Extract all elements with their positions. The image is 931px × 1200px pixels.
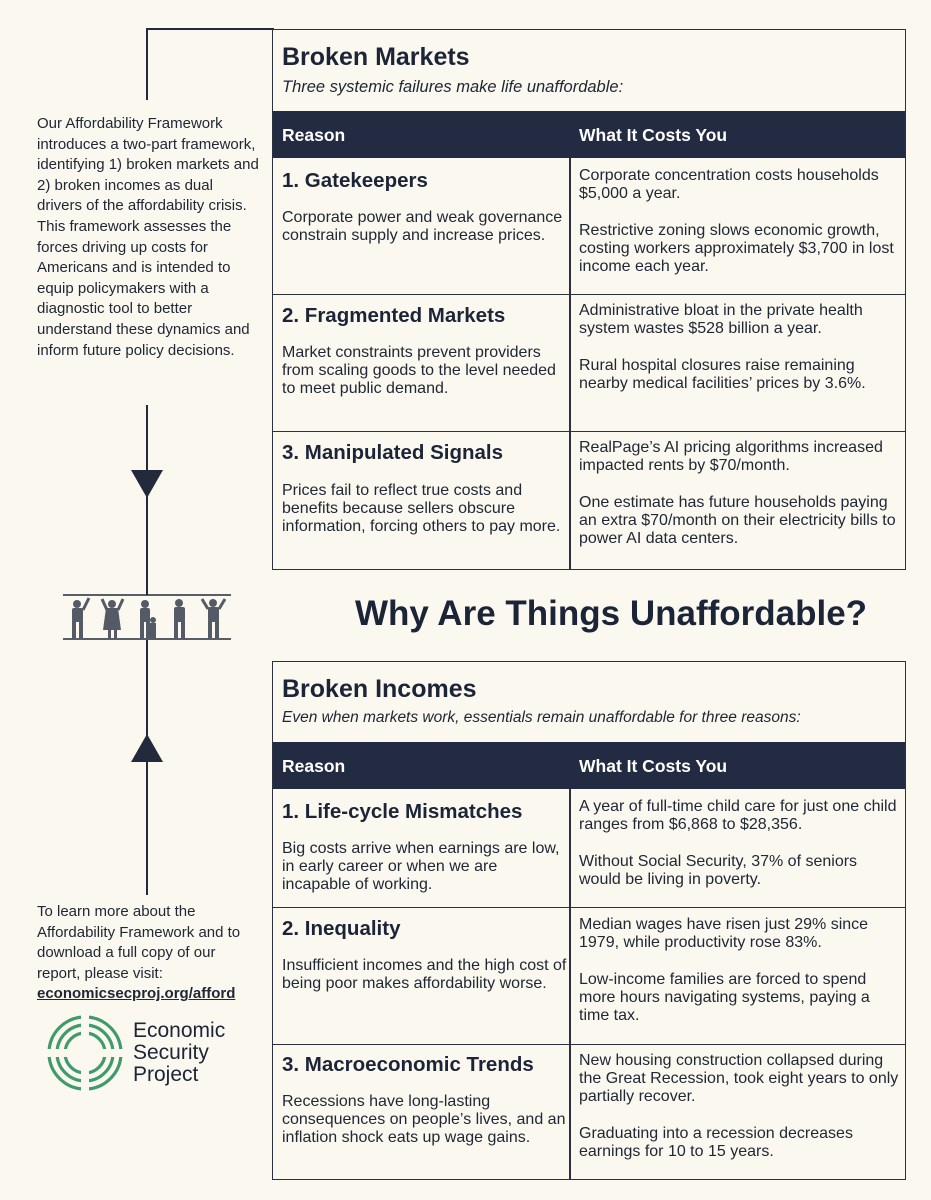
connector-line-lower-vertical [146, 640, 148, 895]
cost-item: Without Social Security, 37% of seniors would be living in poverty. [579, 853, 858, 888]
table-row [273, 431, 905, 570]
people-illustration [63, 590, 233, 642]
down-arrow-icon [131, 470, 163, 498]
cost-item: Administrative bloat in the private health system wastes $528 billion a year. [579, 302, 863, 337]
broken-incomes-subtitle: Even when markets work, essentials remain unaffordable for three reasons: [282, 709, 801, 726]
esp-logo-icon [47, 1015, 123, 1091]
learn-more-text: To learn more about the Affordability Framework and to download a full copy of our report, please visit: [37, 903, 241, 982]
reason-name: 2. Fragmented Markets [282, 304, 506, 327]
cost-item: Median wages have risen just 29% since 1979, while productivity rose 83%. [579, 916, 869, 951]
connector-line-mid-vertical [146, 405, 148, 595]
broken-markets-subtitle: Three systemic failures make life unaffordable: [282, 78, 624, 96]
table-row [273, 294, 905, 432]
logo-line-1: Economic [133, 1019, 226, 1042]
table-row [273, 158, 905, 294]
learn-more-block [37, 902, 259, 1005]
broken-incomes-table-header [273, 742, 905, 789]
table-row [273, 1044, 905, 1180]
reason-description: Big costs arrive when earnings are low, in early career or when we are incapable of working. [282, 840, 560, 893]
cost-item: One estimate has future households paying an extra $70/month on their electricity bills to power AI data centers. [579, 494, 896, 547]
up-arrow-icon [131, 734, 163, 762]
table-row [273, 789, 905, 907]
broken-markets-title: Broken Markets [282, 43, 470, 71]
broken-markets-table-header [273, 111, 905, 158]
connector-line-top-horizontal [147, 28, 274, 30]
intro-text: Our Affordability Framework introduces a two-part framework, identifying 1) broken markets and 2) broken incomes as dual drivers of the affordability crisis. This framework assesses the forces driving up costs for Americans and is intended to equip policymakers with a diagnostic tool to better understand these dynamics and inform future policy decisions. [37, 115, 259, 359]
reason-name: 3. Manipulated Signals [282, 441, 503, 464]
reason-description: Market constraints prevent providers from scaling goods to the level needed to meet public demand. [282, 344, 556, 397]
cost-item: Restrictive zoning slows economic growth, costing workers approximately $3,700 in lost income each year. [579, 222, 894, 275]
report-link[interactable]: economicsecproj.org/afford [37, 985, 236, 1003]
reason-name: 1. Life-cycle Mismatches [282, 800, 523, 823]
logo-line-3: Project [133, 1063, 199, 1086]
broken-incomes-title: Broken Incomes [282, 675, 477, 703]
cost-item: Corporate concentration costs households $5,000 a year. [579, 167, 879, 202]
connector-line-top-vertical [146, 28, 148, 100]
column-header-cost: What It Costs You [579, 125, 728, 145]
broken-markets-panel [272, 29, 906, 570]
cost-item: Low-income families are forced to spend more hours navigating systems, paying a time tax. [579, 971, 870, 1024]
broken-incomes-panel [272, 661, 906, 1180]
cost-item: RealPage’s AI pricing algorithms increased impacted rents by $70/month. [579, 439, 883, 474]
cost-item: Graduating into a recession decreases earnings for 10 to 15 years. [579, 1125, 853, 1160]
reason-description: Prices fail to reflect true costs and benefits because sellers obscure information, forcing others to pay more. [282, 482, 561, 535]
cost-item: A year of full-time child care for just one child ranges from $6,868 to $28,356. [579, 798, 897, 833]
cost-item: New housing construction collapsed during the Great Recession, took eight years to only partially recover. [579, 1052, 899, 1105]
reason-name: 1. Gatekeepers [282, 169, 428, 192]
column-header-reason: Reason [282, 125, 346, 145]
page-headline: Why Are Things Unaffordable? [355, 594, 868, 633]
reason-name: 3. Macroeconomic Trends [282, 1053, 534, 1076]
column-header-reason: Reason [282, 756, 346, 776]
table-row [273, 907, 905, 1045]
logo-line-2: Security [133, 1041, 209, 1064]
column-header-cost: What It Costs You [579, 756, 728, 776]
reason-name: 2. Inequality [282, 917, 401, 940]
cost-item: Rural hospital closures raise remaining nearby medical facilities’ prices by 3.6%. [579, 357, 866, 392]
reason-description: Recessions have long-lasting consequences on people’s lives, and an inflation shock eats up wage gains. [282, 1093, 566, 1146]
logo-wordmark [133, 1020, 225, 1086]
reason-description: Corporate power and weak governance constrain supply and increase prices. [282, 209, 563, 244]
reason-description: Insufficient incomes and the high cost of being poor makes affordability worse. [282, 957, 567, 992]
